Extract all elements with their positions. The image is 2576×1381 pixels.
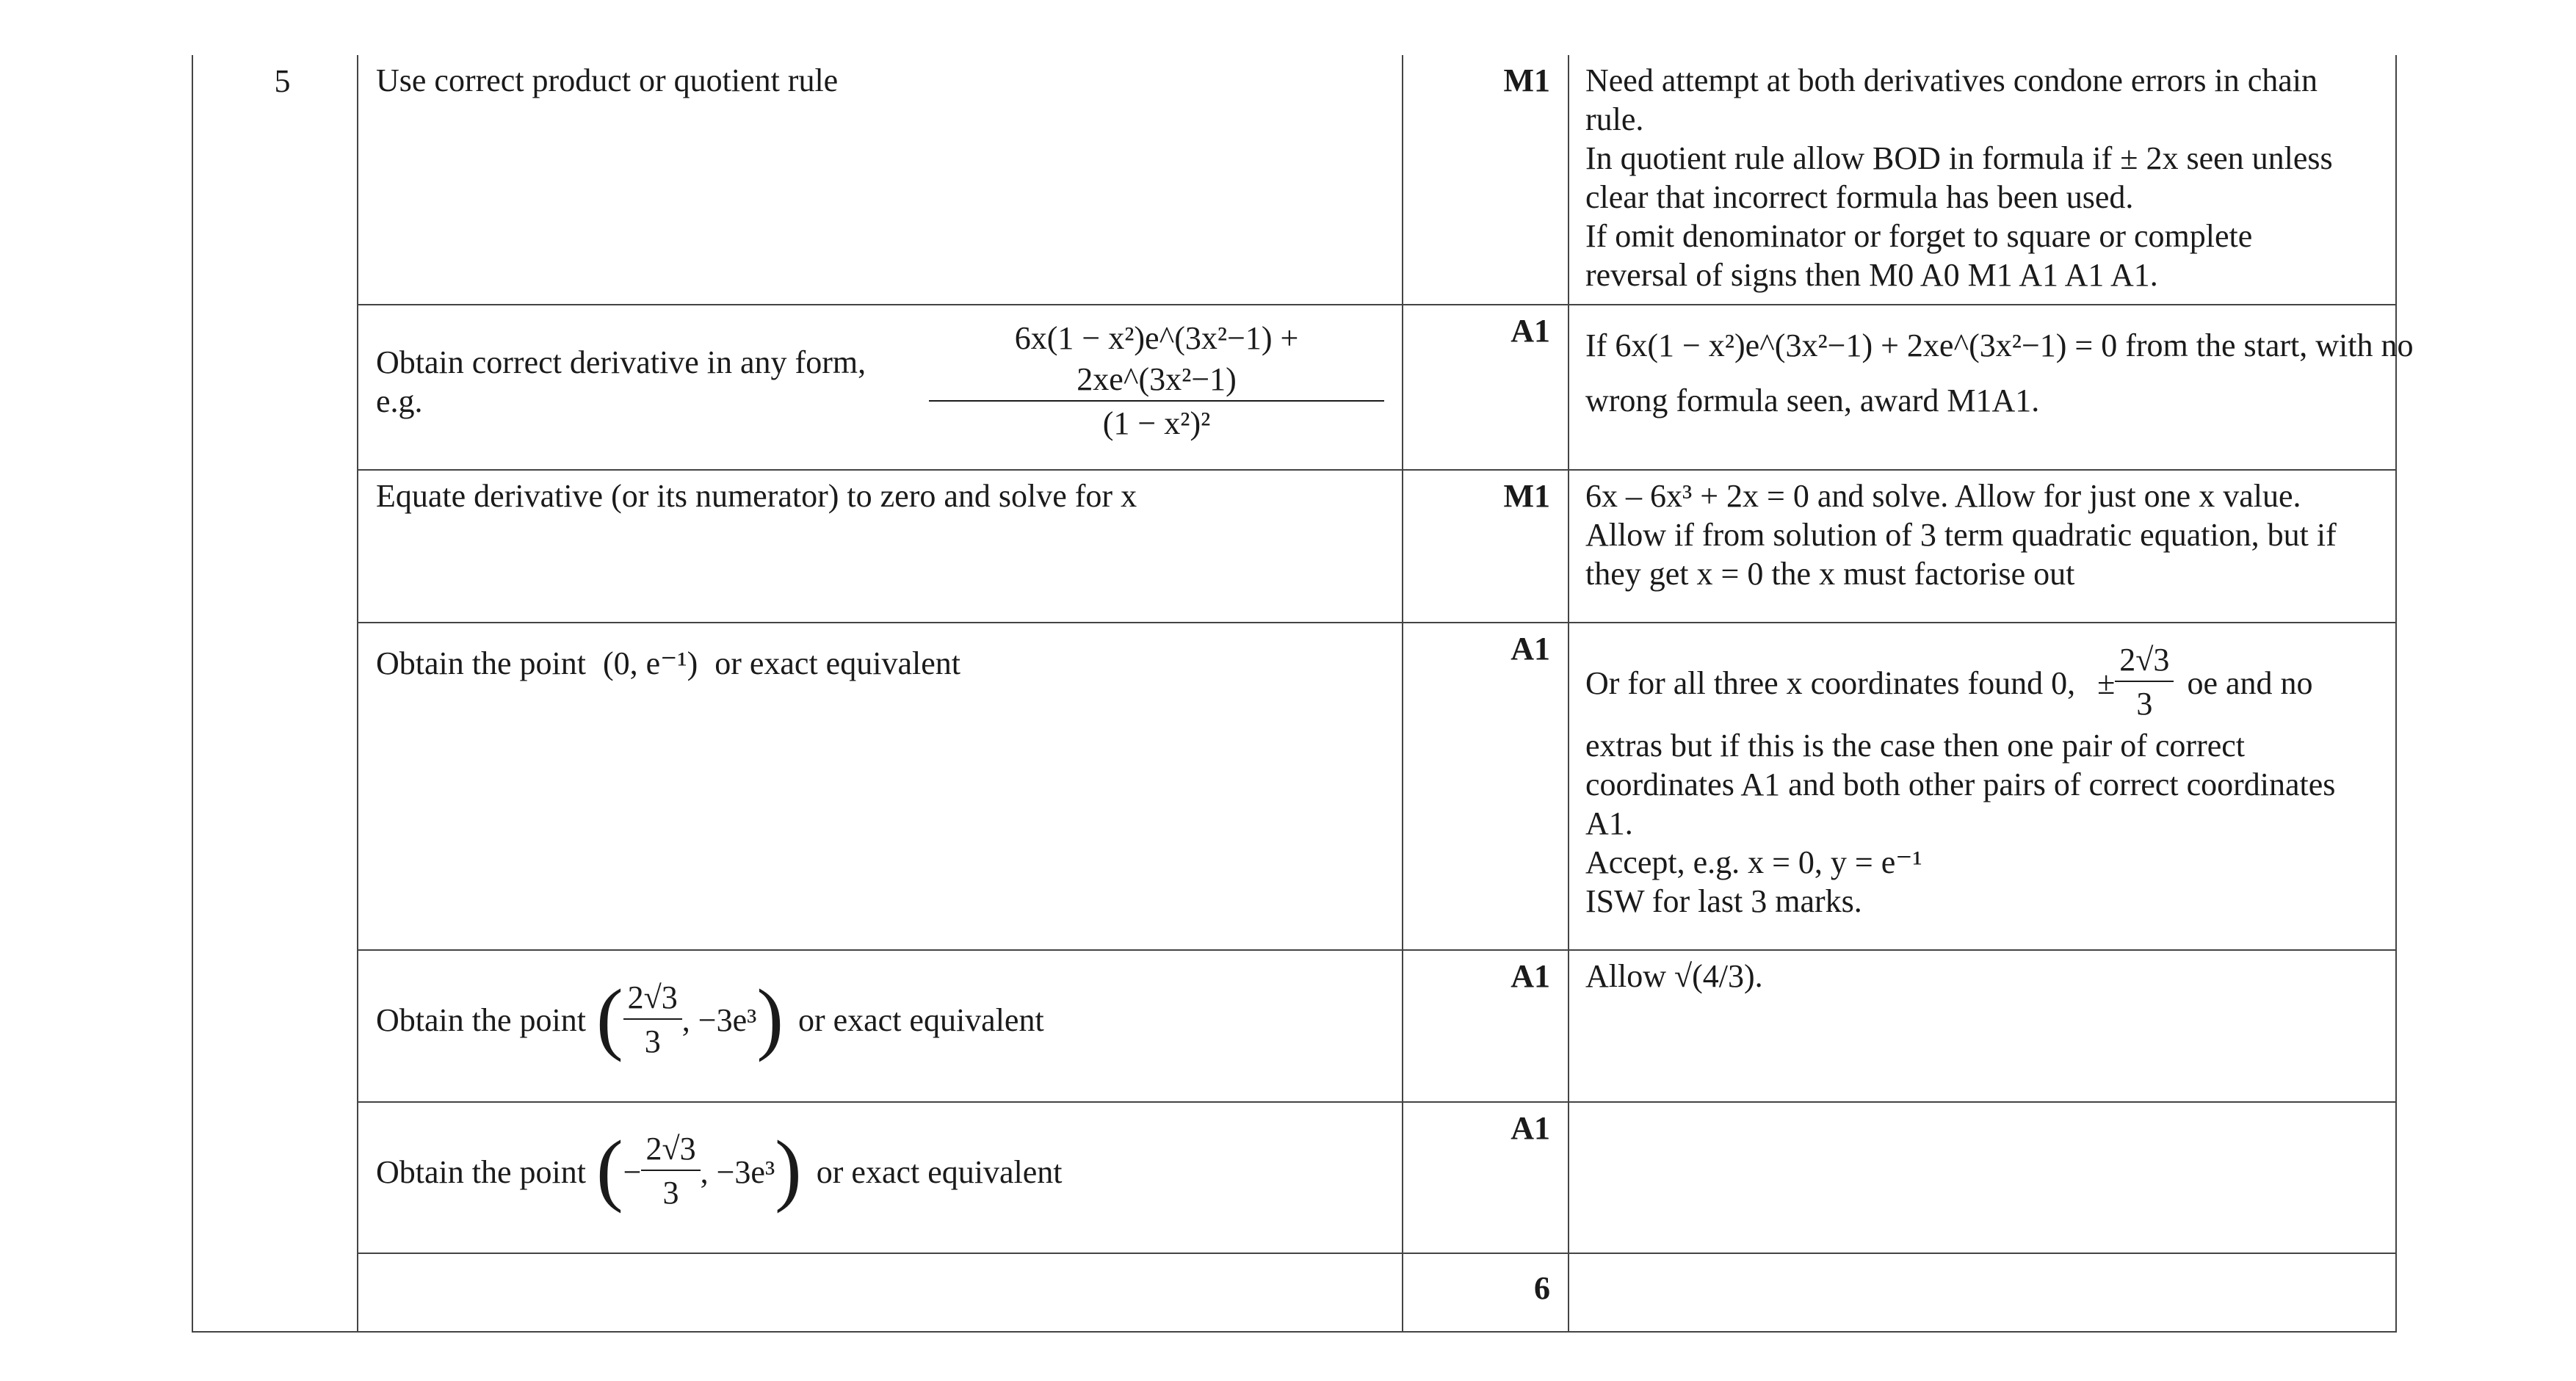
guidance-line: Allow √(4/3). <box>1585 958 1763 994</box>
guidance-line: Allow if from solution of 3 term quadratic equation, but if <box>1585 517 2337 553</box>
guidance-line: reversal of signs then M0 A0 M1 A1 A1 A1. <box>1585 257 2158 293</box>
mark-cell <box>1403 305 1569 469</box>
answer-cell <box>358 55 1403 304</box>
question-number: 5 <box>193 55 358 1331</box>
answer-prefix: Obtain the point <box>376 645 586 681</box>
answer-point: (0, e⁻¹) <box>602 645 698 681</box>
guidance-suffix: from the start, with no <box>2125 327 2414 363</box>
x-fraction <box>641 1128 700 1215</box>
answer-prefix: Obtain the point <box>376 1153 586 1190</box>
answer-text: Use correct product or quotient rule <box>376 62 839 98</box>
guidance-line: Accept, e.g. x = 0, y = e⁻¹ <box>1585 844 1922 880</box>
x-denominator: 3 <box>644 1023 661 1059</box>
table-row <box>358 305 2414 471</box>
guidance-line: A1. <box>1585 805 1633 841</box>
answer-cell: Obtain the point ( $\frac{2√3}{3}$ , −3e³ ) or exact equivalent <box>358 951 1403 1101</box>
mark-label: A1 <box>1510 631 1550 667</box>
guidance-cell <box>1569 305 2414 469</box>
answer-prefix: Obtain the point <box>376 1002 586 1038</box>
answer-cell: Obtain the point ( − $\frac{2√3}{3}$ , −3e³ ) or exact equivalent <box>358 1103 1403 1253</box>
total-mark: 6 <box>1534 1270 1550 1306</box>
table-row <box>358 623 2397 951</box>
guidance-cell <box>1569 1103 2397 1253</box>
derivative-numerator: 6x(1 − x²)e^(3x²−1) + 2xe^(3x²−1) <box>929 318 1384 402</box>
guidance-cell <box>1569 1254 2397 1333</box>
guidance-cell <box>1569 55 2397 304</box>
answer-text: Equate derivative (or its numerator) to zero and solve for x <box>376 478 1137 514</box>
mark-label: M1 <box>1503 62 1550 98</box>
guidance-suffix: oe and no <box>2187 664 2313 701</box>
guidance-prefix: Or for all three x coordinates found 0, <box>1585 664 2076 701</box>
mark-label: M1 <box>1503 478 1550 514</box>
guidance-line: ISW for last 3 marks. <box>1585 883 1862 919</box>
mark-label: A1 <box>1510 958 1550 994</box>
answer-cell <box>358 305 1403 469</box>
table-row <box>358 471 2397 623</box>
fraction-numerator: 2√3 <box>2115 639 2174 682</box>
guidance-line: they get x = 0 the x must factorise out <box>1585 556 2075 592</box>
x-numerator: 2√3 <box>641 1128 700 1171</box>
guidance-line: clear that incorrect formula has been used. <box>1585 179 2134 215</box>
guidance-line: wrong formula seen, award M1A1. <box>1585 383 2040 418</box>
mark-label: A1 <box>1510 1110 1550 1146</box>
guidance-line: If omit denominator or forget to square or complete <box>1585 218 2253 254</box>
mark-cell <box>1403 951 1569 1101</box>
guidance-prefix: If <box>1585 327 1607 363</box>
guidance-line: coordinates A1 and both other pairs of correct coordinates <box>1585 766 2336 802</box>
answer-cell <box>358 623 1403 949</box>
minus-sign: − <box>623 1153 642 1190</box>
mark-cell <box>1403 471 1569 622</box>
mark-cell <box>1403 1103 1569 1253</box>
guidance-line <box>1585 326 2414 365</box>
guidance-line: Need attempt at both derivatives condone errors in chain <box>1585 62 2318 98</box>
total-row <box>358 1254 2397 1333</box>
answer-text: Obtain correct derivative in any form, e.g. <box>376 344 866 419</box>
guidance-cell <box>1569 951 2397 1101</box>
guidance-line: rule. <box>1585 101 1644 137</box>
x-numerator: 2√3 <box>623 977 682 1020</box>
x-denominator: 3 <box>662 1175 679 1211</box>
table-row <box>358 1103 2397 1254</box>
mark-label: A1 <box>1510 313 1550 349</box>
guidance-formula: 6x(1 − x²)e^(3x²−1) + 2xe^(3x²−1) = 0 <box>1615 327 2118 363</box>
x-fraction <box>623 977 682 1064</box>
answer-cell <box>358 1254 1403 1333</box>
mark-scheme-rows <box>358 55 2414 1331</box>
table-row <box>358 55 2397 305</box>
guidance-line: 6x – 6x³ + 2x = 0 and solve. Allow for just one x value. <box>1585 478 2301 514</box>
plus-minus: ± <box>2097 664 2116 701</box>
answer-suffix: or exact equivalent <box>714 645 960 681</box>
fraction-denominator: 3 <box>2136 686 2153 722</box>
y-coordinate: , −3e³ <box>681 1002 757 1038</box>
derivative-denominator: (1 − x²)² <box>1102 405 1211 441</box>
mark-cell <box>1403 623 1569 949</box>
answer-suffix: or exact equivalent <box>797 1002 1044 1038</box>
mark-cell <box>1403 55 1569 304</box>
answer-suffix: or exact equivalent <box>816 1153 1063 1190</box>
derivative-fraction <box>929 318 1384 446</box>
guidance-cell <box>1569 471 2397 622</box>
table-row <box>358 951 2397 1103</box>
guidance-cell <box>1569 623 2397 949</box>
total-mark-cell <box>1403 1254 1569 1333</box>
guidance-line: extras but if this is the case then one pair of correct <box>1585 728 2246 764</box>
y-coordinate: , −3e³ <box>700 1153 775 1190</box>
coordinate-fraction <box>2115 639 2174 726</box>
guidance-line: In quotient rule allow BOD in formula if ± 2x seen unless <box>1585 140 2333 176</box>
mark-scheme-table <box>192 55 2414 1333</box>
answer-cell <box>358 471 1403 622</box>
